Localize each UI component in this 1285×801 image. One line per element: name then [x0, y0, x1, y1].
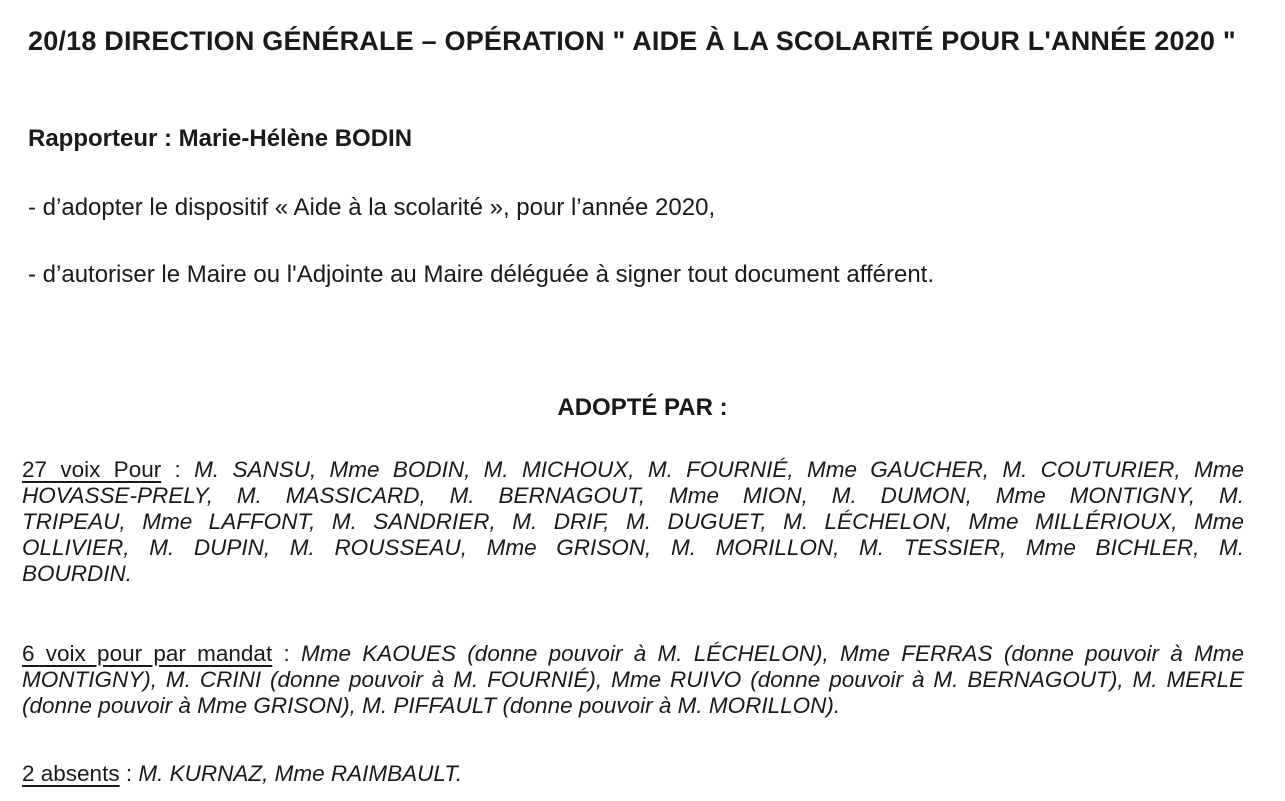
vote-colon: :	[161, 457, 195, 482]
vote-colon: :	[272, 641, 301, 666]
document-title: 20/18 DIRECTION GÉNÉRALE – OPÉRATION " AIDE À LA SCOLARITÉ POUR L'ANNÉE 2020 "	[28, 26, 1236, 56]
vote-block-proxy	[22, 641, 1244, 719]
vote-names: Mme KAOUES (donne pouvoir à M. LÉCHELON), Mme FERRAS (donne pouvoir à Mme MONTIGNY), M. CRINI (donne pouvoir à M. FOURNIÉ), Mme RUIVO (donne pouvoir à M. BERNAGOUT), M. MERLE (donne pouvoir à Mme GRISON), M. PIFFAULT (donne pouvoir à M. MORILLON).	[22, 641, 1244, 718]
vote-label: 27 voix Pour	[22, 457, 162, 482]
adopted-heading: ADOPTÉ PAR :	[557, 394, 728, 421]
rapporteur-line: Rapporteur : Marie-Hélène BODIN	[28, 125, 413, 152]
vote-names: M. SANSU, Mme BODIN, M. MICHOUX, M. FOURNIÉ, Mme GAUCHER, M. COUTURIER, Mme HOVASSE-PRELY, M. MASSICARD, M. BERNAGOUT, Mme MION, M. DUMON, Mme MONTIGNY, M. TRIPEAU, Mme LAFFONT, M. SANDRIER, M. DRIF, M. DUGUET, M. LÉCHELON, Mme MILLÉRIOUX, Mme OLLIVIER, M. DUPIN, M. ROUSSEAU, Mme GRISON, M. MORILLON, M. TESSIER, Mme BICHLER, M. BOURDIN.	[22, 457, 1244, 586]
vote-label: 6 voix pour par mandat	[22, 641, 273, 666]
vote-colon: :	[119, 761, 139, 786]
vote-block-for	[22, 457, 1244, 587]
vote-names: M. KURNAZ, Mme RAIMBAULT.	[138, 761, 463, 786]
vote-label: 2 absents	[22, 761, 120, 786]
decision-item-adopt: - d’adopter le dispositif « Aide à la scolarité », pour l’année 2020,	[28, 194, 716, 221]
decision-item-authorize: - d’autoriser le Maire ou l'Adjointe au Maire déléguée à signer tout document afférent.	[28, 261, 934, 288]
vote-block-absent	[22, 761, 1244, 787]
